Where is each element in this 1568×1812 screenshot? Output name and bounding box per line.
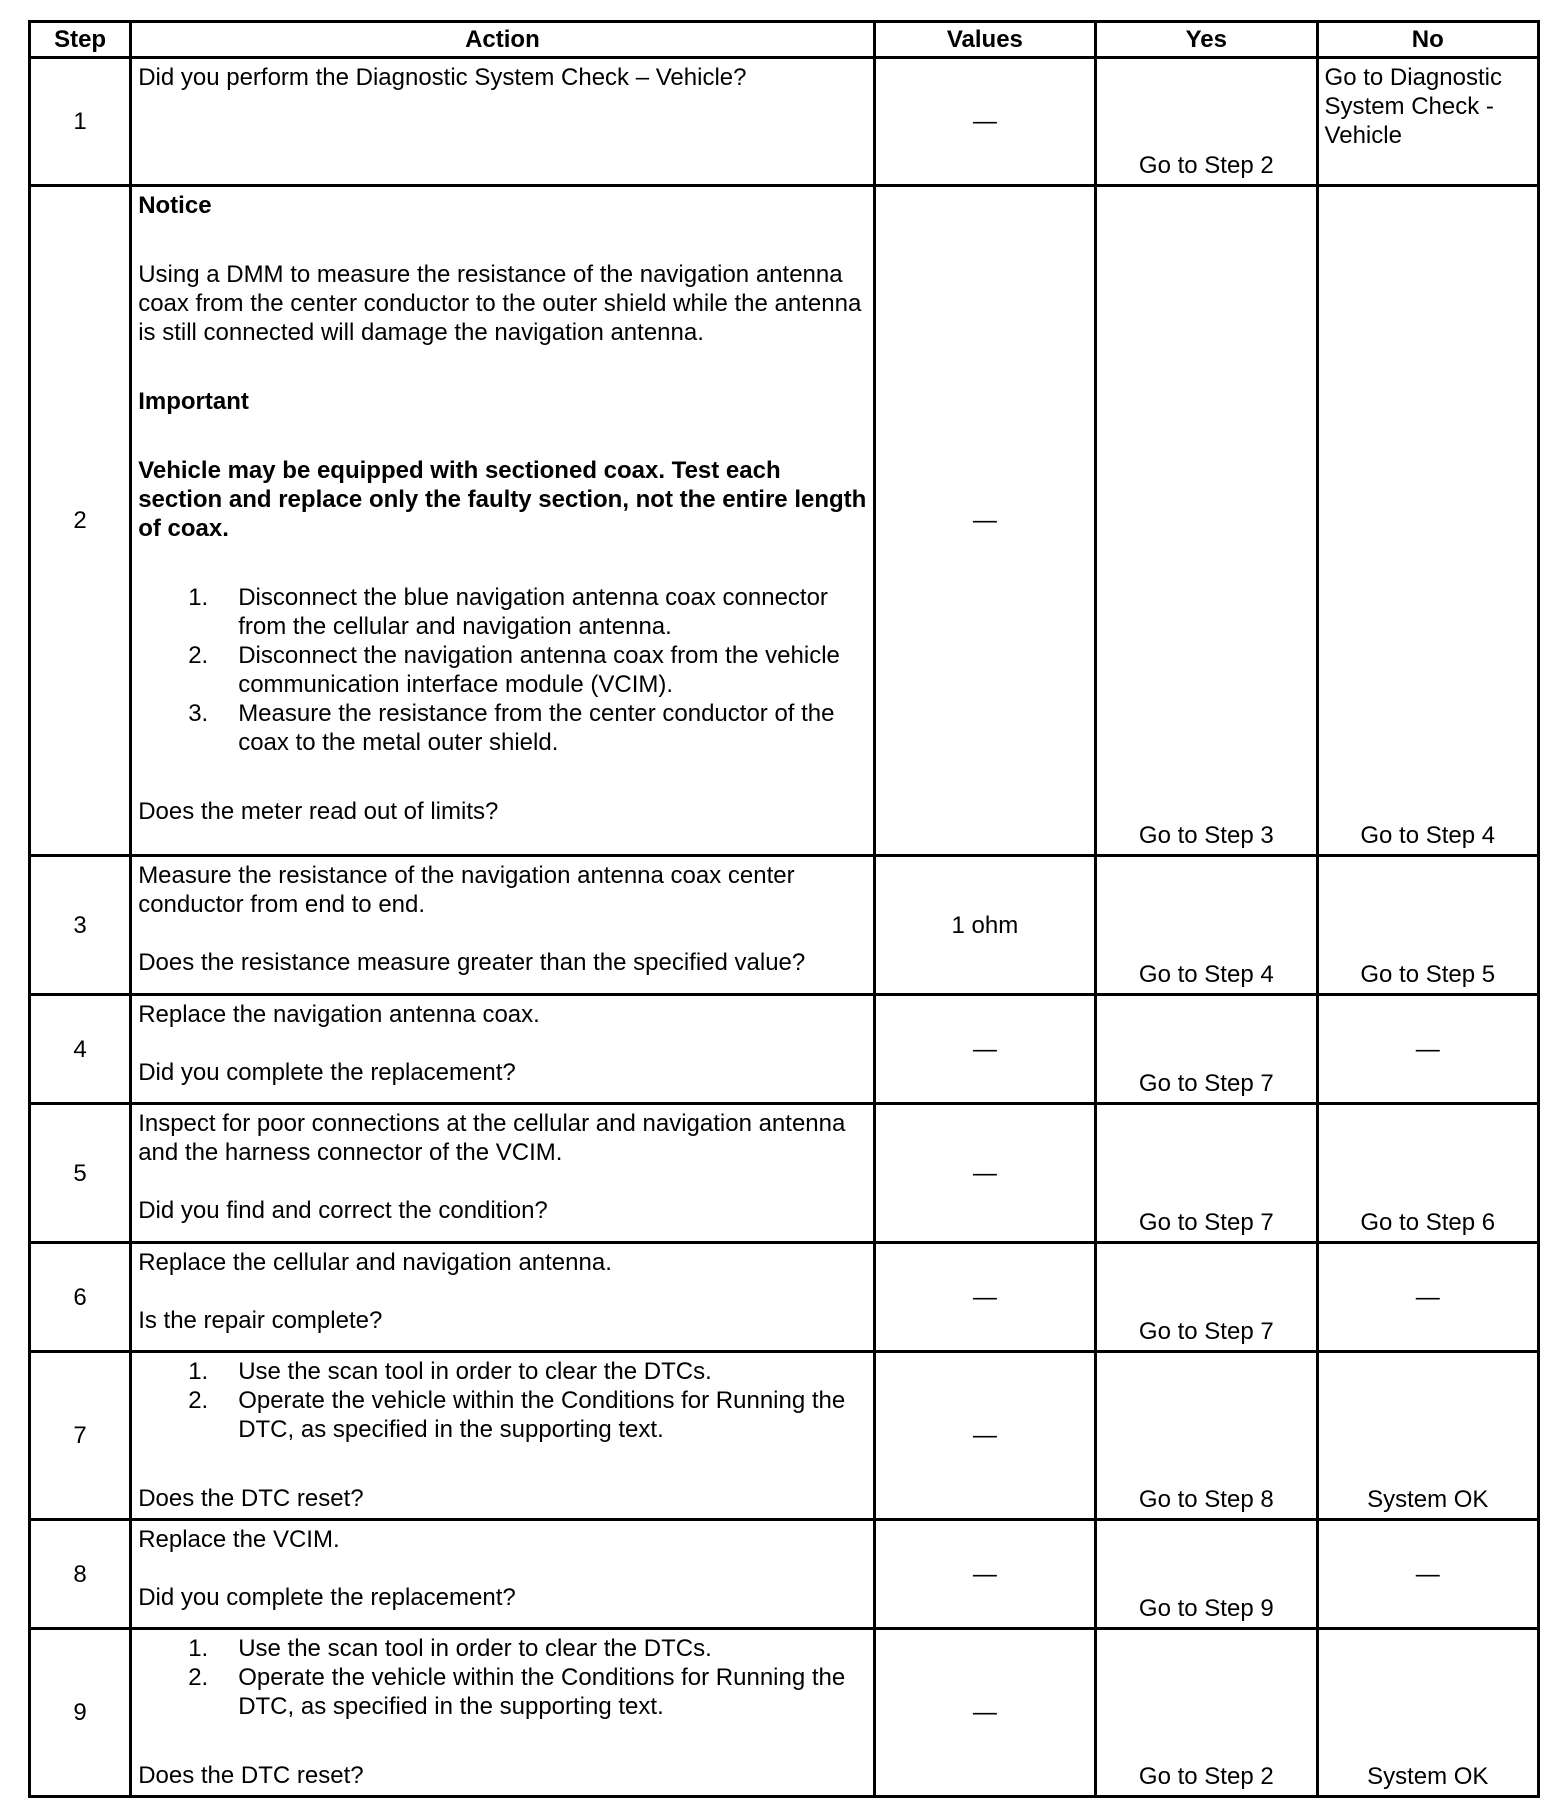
action-cell	[131, 1104, 874, 1243]
action-cell	[131, 856, 874, 995]
step-number: 7	[30, 1352, 131, 1520]
action-cell	[131, 186, 874, 856]
action-cell	[131, 58, 874, 186]
yes-cell: Go to Step 7	[1096, 1243, 1317, 1352]
action-question: Does the meter read out of limits?	[138, 798, 499, 825]
yes-cell: Go to Step 4	[1096, 856, 1317, 995]
action-cell	[131, 1520, 874, 1629]
table-row	[30, 995, 1539, 1104]
action-cell	[131, 995, 874, 1104]
action-text: Replace the cellular and navigation antenna.	[138, 1249, 612, 1276]
header-values: Values	[874, 22, 1095, 58]
no-cell: System OK	[1317, 1629, 1538, 1797]
action-question: Did you perform the Diagnostic System Check – Vehicle?	[138, 64, 747, 91]
yes-cell: Go to Step 9	[1096, 1520, 1317, 1629]
table-row	[30, 1243, 1539, 1352]
no-cell: System OK	[1317, 1352, 1538, 1520]
action-text: Replace the navigation antenna coax.	[138, 1001, 540, 1028]
action-cell	[131, 1629, 874, 1797]
action-cell	[131, 1243, 874, 1352]
list-item: 2. Operate the vehicle within the Conditions for Running the DTC, as specified in the supporting text.	[188, 1387, 846, 1443]
yes-cell: Go to Step 2	[1096, 1629, 1317, 1797]
no-cell: Go to Diagnostic System Check - Vehicle	[1317, 58, 1538, 186]
no-cell: —	[1317, 995, 1538, 1104]
step-number: 2	[30, 186, 131, 856]
header-no: No	[1317, 22, 1538, 58]
value-cell: —	[874, 995, 1095, 1104]
header-action: Action	[131, 22, 874, 58]
header-row	[30, 22, 1539, 58]
value-cell: 1 ohm	[874, 856, 1095, 995]
procedure-list	[138, 1634, 866, 1721]
important-heading: Important	[138, 388, 249, 415]
no-cell: Go to Step 4	[1317, 186, 1538, 856]
yes-cell: Go to Step 3	[1096, 186, 1317, 856]
list-item: 2. Disconnect the navigation antenna coax from the vehicle communication interface module (VCIM).	[188, 642, 840, 698]
diagnostic-table	[28, 20, 1540, 1798]
action-question: Is the repair complete?	[138, 1307, 383, 1334]
important-text: Vehicle may be equipped with sectioned coax. Test each section and replace only the faulty section, not the entire length of coax.	[138, 457, 867, 542]
action-question: Does the DTC reset?	[138, 1485, 364, 1512]
table-row	[30, 856, 1539, 995]
header-yes: Yes	[1096, 22, 1317, 58]
notice-text: Using a DMM to measure the resistance of the navigation antenna coax from the center conductor to the outer shield while the antenna is still connected will damage the navigation antenna.	[138, 261, 862, 346]
no-cell: —	[1317, 1243, 1538, 1352]
action-question: Does the DTC reset?	[138, 1762, 364, 1789]
procedure-list	[138, 1357, 866, 1444]
step-number: 5	[30, 1104, 131, 1243]
action-question: Did you complete the replacement?	[138, 1059, 516, 1086]
value-cell: —	[874, 186, 1095, 856]
table-row	[30, 1629, 1539, 1797]
list-item: 3. Measure the resistance from the center conductor of the coax to the metal outer shield.	[188, 700, 835, 756]
no-cell: —	[1317, 1520, 1538, 1629]
action-text: Replace the VCIM.	[138, 1526, 340, 1553]
notice-heading: Notice	[138, 192, 212, 219]
yes-cell: Go to Step 7	[1096, 1104, 1317, 1243]
step-number: 8	[30, 1520, 131, 1629]
action-text: Inspect for poor connections at the cellular and navigation antenna and the harness connector of the VCIM.	[138, 1110, 846, 1166]
step-number: 1	[30, 58, 131, 186]
list-item: 1. Disconnect the blue navigation antenna coax connector from the cellular and navigation antenna.	[188, 584, 828, 640]
no-cell: Go to Step 5	[1317, 856, 1538, 995]
value-cell: —	[874, 1520, 1095, 1629]
action-question: Does the resistance measure greater than the specified value?	[138, 949, 806, 976]
value-cell: —	[874, 1104, 1095, 1243]
value-cell: —	[874, 1243, 1095, 1352]
table-row	[30, 1352, 1539, 1520]
step-number: 3	[30, 856, 131, 995]
action-cell	[131, 1352, 874, 1520]
table-row	[30, 58, 1539, 186]
table-row	[30, 1104, 1539, 1243]
table-row	[30, 186, 1539, 856]
step-number: 4	[30, 995, 131, 1104]
value-cell: —	[874, 1629, 1095, 1797]
yes-cell: Go to Step 8	[1096, 1352, 1317, 1520]
step-number: 9	[30, 1629, 131, 1797]
list-item: 1. Use the scan tool in order to clear the DTCs.	[188, 1635, 712, 1662]
action-question: Did you find and correct the condition?	[138, 1197, 548, 1224]
yes-cell: Go to Step 2	[1096, 58, 1317, 186]
list-item: 2. Operate the vehicle within the Conditions for Running the DTC, as specified in the supporting text.	[188, 1664, 846, 1720]
procedure-list	[138, 583, 866, 757]
table-row	[30, 1520, 1539, 1629]
value-cell: —	[874, 1352, 1095, 1520]
header-step: Step	[30, 22, 131, 58]
action-text: Measure the resistance of the navigation antenna coax center conductor from end to end.	[138, 862, 795, 918]
value-cell: —	[874, 58, 1095, 186]
yes-cell: Go to Step 7	[1096, 995, 1317, 1104]
action-question: Did you complete the replacement?	[138, 1584, 516, 1611]
step-number: 6	[30, 1243, 131, 1352]
no-cell: Go to Step 6	[1317, 1104, 1538, 1243]
list-item: 1. Use the scan tool in order to clear the DTCs.	[188, 1358, 712, 1385]
